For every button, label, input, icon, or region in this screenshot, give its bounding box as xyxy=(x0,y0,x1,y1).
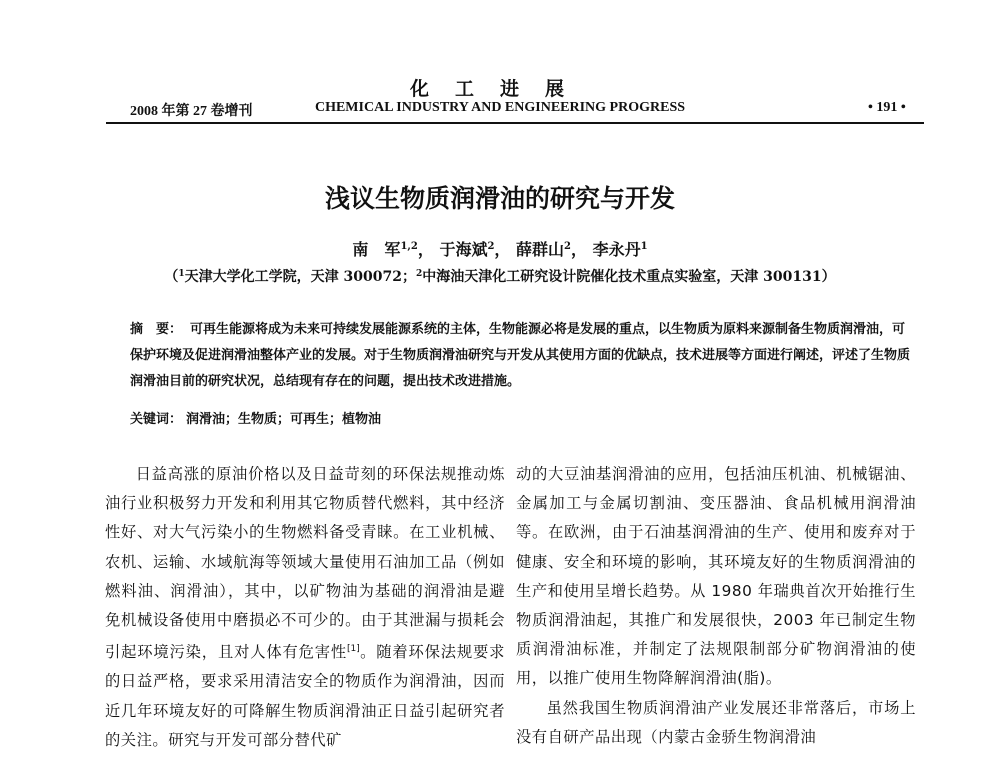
affiliations xyxy=(0,266,1000,286)
issue-info: 2008 年第 27 卷增刊 xyxy=(130,104,253,119)
body-paragraph: 动的大豆油基润滑油的应用，包括油压机油、机械锯油、金属加工与金属切割油、变压器油、食品机械用润滑油等。在欧洲，由于石油基润滑油的生产、使用和废弃对于健康、安全和环境的影响，其环境友好的生物质润滑油的生产和使用呈增长趋势。从 1980 年瑞典首次开始推行生物质润滑油起，其推广和发展很快，2003 年已制定生物质润滑油标准，并制定了法规限制部分矿物润滑油的使用，以推广使用生物降解润滑油(脂)。 xyxy=(516,465,916,688)
affil-text-1: 天津大学化工学院，天津 300072； xyxy=(184,269,416,285)
affil-open: （ xyxy=(164,269,179,285)
keywords-text: 润滑油；生物质；可再生；植物油 xyxy=(186,412,382,427)
body-text: 。随着环保法规要求的日益严格，要求采用清洁安全的物质作为润滑油，因而近几年环境友好的可降解生物质润滑油正日益引起研究者的关注。研究与开发可部分替代矿 xyxy=(105,643,505,749)
body-paragraph: 虽然我国生物质润滑油产业发展还非常落后，市场上没有自研产品出现（内蒙古金骄生物润滑油 xyxy=(516,698,916,746)
affil-sup-2: 2 xyxy=(416,269,423,279)
body-column-left xyxy=(105,460,505,760)
page-number: • 191 • xyxy=(868,100,906,115)
abstract-text: 可再生能源将成为未来可持续发展能源系统的主体，生物能源必将是发展的重点，以生物质为原料来源制备生物质润滑油，可保护环境及促进润滑油整体产业的发展。对于生物质润滑油研究与开发从其使用方面的优缺点，技术进展等方面进行阐述，评述了生物质润滑油目前的研究状况，总结现有存在的问题，提出技术改进措施。 xyxy=(130,322,911,389)
body-paragraph xyxy=(105,460,505,755)
author-name: 于海斌 xyxy=(439,240,488,259)
author-separator: ， xyxy=(417,240,434,259)
author-name: 薛群山 xyxy=(516,240,565,259)
article-title: 浅议生物质润滑油的研究与开发 xyxy=(324,184,675,213)
abstract xyxy=(130,317,910,395)
body-text: 日益高涨的原油价格以及日益苛刻的环保法规推动炼油行业积极努力开发和利用其它物质替代燃料，其中经济性好、对大气污染小的生物燃料备受青睐。在工业机械、农机、运输、水域航海等领域大量使用石油加工品（例如燃料油、润滑油），其中，以矿物油为基础的润滑油是避免机械设备使用中磨损必不可少的。由于其泄漏与损耗会引起环境污染，且对人体有危害性 xyxy=(105,465,505,662)
affil-sup-1: 1 xyxy=(178,269,185,279)
journal-name-en: CHEMICAL INDUSTRY AND ENGINEERING PROGRESS xyxy=(314,100,686,115)
keywords xyxy=(130,408,910,427)
abstract-label: 摘 要： xyxy=(130,322,183,337)
author-separator: ， xyxy=(494,240,511,259)
journal-name-zh: 化工进展 xyxy=(409,78,590,100)
citation-ref: [1] xyxy=(347,644,360,655)
author-affil-sup: 1,2 xyxy=(400,241,418,252)
author-separator: ， xyxy=(571,240,588,259)
author-list xyxy=(0,237,1000,260)
author-affil-sup: 2 xyxy=(564,241,571,252)
author-name: 李永丹 xyxy=(592,240,641,259)
author-affil-sup: 1 xyxy=(640,241,648,252)
author-name: 南 军 xyxy=(352,240,401,259)
affil-text-2: 中海油天津化工研究设计院催化技术重点实验室，天津 300131） xyxy=(422,269,836,285)
body-column-right xyxy=(516,460,916,760)
author-affil-sup: 2 xyxy=(487,241,495,252)
keywords-label: 关键词： xyxy=(130,412,183,427)
header-rule xyxy=(106,122,924,124)
